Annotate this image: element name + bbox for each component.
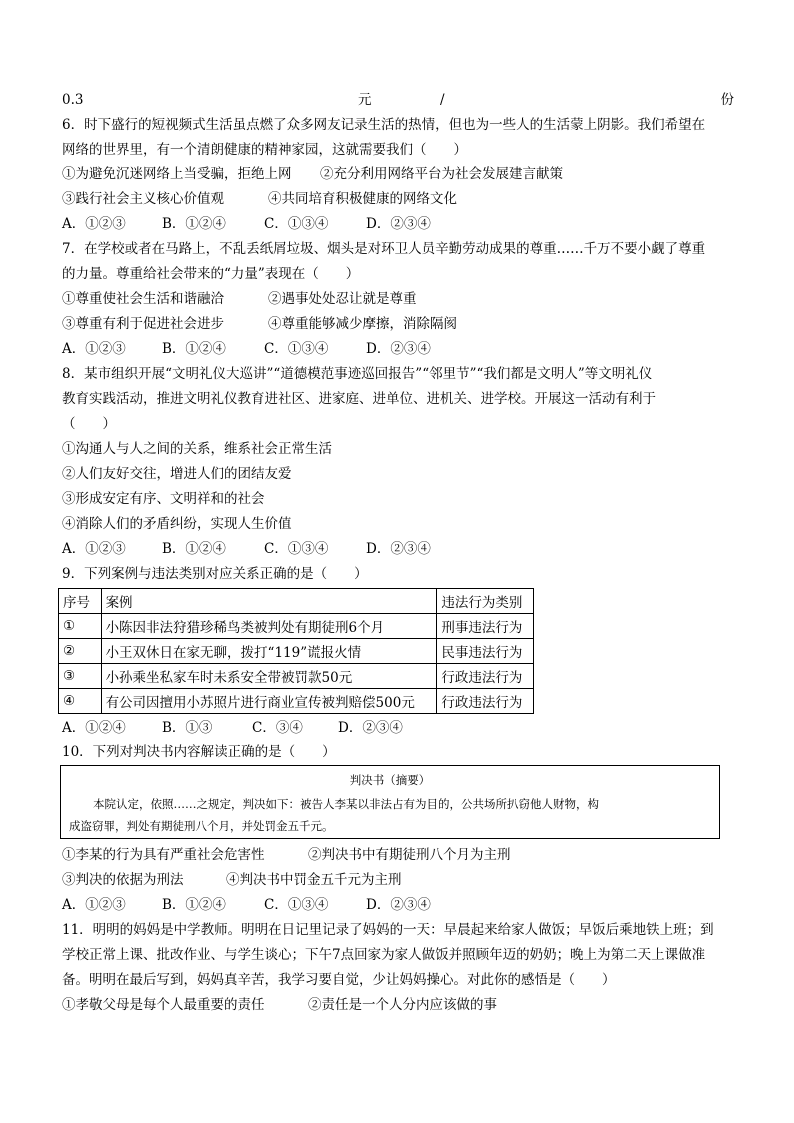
q8-statement-4: ④消除人们的矛盾纠纷，实现人生价值 bbox=[62, 516, 292, 532]
table-row bbox=[59, 689, 534, 714]
q6-option-d[interactable]: D．②③④ bbox=[366, 216, 431, 232]
q10-stem: 10．下列对判决书内容解读正确的是（ ） bbox=[62, 744, 336, 760]
judgment-box bbox=[60, 765, 720, 839]
q6-stem-line1: 6．时下盛行的短视频式生活虽点燃了众多网友记录生活的热情，但也为一些人的生活蒙上阴影。我们希望在 bbox=[62, 117, 706, 133]
header-fen: 份 bbox=[720, 92, 734, 108]
header-left: 0.3 bbox=[62, 92, 84, 108]
judgment-title: 判决书（摘要） bbox=[349, 773, 431, 787]
q11-statement-2: ②责任是一个人分内应该做的事 bbox=[308, 997, 497, 1013]
q6-stem-line2: 网络的世界里，有一个清朗健康的精神家园，这就需要我们（ ） bbox=[62, 142, 467, 158]
q8-option-b[interactable]: B．①②④ bbox=[162, 541, 226, 557]
q11-stem-line2: 学校正常上课、批改作业、与学生谈心；下午7点回家为家人做饭并照顾年迈的奶奶；晚上为第二天上课做准 bbox=[62, 947, 706, 963]
q6-statement-3: ③践行社会主义核心价值观 bbox=[62, 191, 224, 207]
table-cell-no: ② bbox=[59, 639, 102, 664]
table-row bbox=[59, 664, 534, 689]
q10-option-c[interactable]: C．①③④ bbox=[264, 897, 329, 913]
q8-option-c[interactable]: C．①③④ bbox=[264, 541, 329, 557]
q11-statement-1: ①孝敬父母是每个人最重要的责任 bbox=[62, 997, 265, 1013]
q7-option-b[interactable]: B．①②④ bbox=[162, 341, 226, 357]
q6-statement-2: ②充分利用网络平台为社会发展建言献策 bbox=[320, 166, 563, 182]
q6-statement-4: ④共同培育积极健康的网络文化 bbox=[268, 191, 457, 207]
table-header-case: 案例 bbox=[101, 589, 437, 614]
table-cell-no: ④ bbox=[59, 689, 102, 714]
table-cell-type: 行政违法行为 bbox=[437, 689, 534, 714]
q8-option-d[interactable]: D．②③④ bbox=[366, 541, 431, 557]
q8-stem-line2: 教育实践活动，推进文明礼仪教育进社区、进家庭、进单位、进机关、进学校。开展这一活动有利于 bbox=[62, 391, 656, 407]
q7-statement-3: ③尊重有利于促进社会进步 bbox=[62, 316, 224, 332]
table-cell-type: 刑事违法行为 bbox=[437, 614, 534, 639]
table-cell-case: 小王双休日在家无聊，拨打“119”谎报火情 bbox=[101, 639, 437, 664]
q9-option-d[interactable]: D．②③④ bbox=[338, 720, 403, 736]
q7-stem-line2: 的力量。尊重给社会带来的“力量”表现在（ ） bbox=[62, 266, 360, 282]
table-cell-no: ① bbox=[59, 614, 102, 639]
q6-statements-row1 bbox=[62, 164, 734, 184]
q11-stem-line1: 11．明明的妈妈是中学教师。明明在日记里记录了妈妈的一天：早晨起来给家人做饭；早饭后乘地铁上班；到 bbox=[62, 922, 714, 938]
q10-statements-row1 bbox=[62, 845, 734, 865]
table-row bbox=[59, 639, 534, 664]
q6-option-b[interactable]: B．①②④ bbox=[162, 216, 226, 232]
q6-statements-row2 bbox=[62, 189, 734, 209]
page-header bbox=[62, 90, 734, 110]
table-header-type: 违法行为类别 bbox=[437, 589, 534, 614]
judgment-line2: 成盗窃罪，判处有期徒刑八个月，并处罚金五千元。 bbox=[69, 819, 334, 833]
q10-statement-4: ④判决书中罚金五千元为主刑 bbox=[226, 872, 402, 888]
table-header-no: 序号 bbox=[59, 589, 102, 614]
q8-option-a[interactable]: A．①②③ bbox=[62, 541, 126, 557]
judgment-line1: 本院认定，依照……之规定，判决如下：被告人李某以非法占有为目的，公共场所扒窃他人财物，构 bbox=[93, 797, 599, 811]
q7-statement-4: ④尊重能够减少摩擦，消除隔阂 bbox=[268, 316, 457, 332]
q10-statements-row2 bbox=[62, 870, 734, 890]
q8-statement-2: ②人们友好交往，增进人们的团结友爱 bbox=[62, 466, 292, 482]
q10-option-a[interactable]: A．①②③ bbox=[62, 897, 126, 913]
q8-stem-line1: 8．某市组织开展“文明礼仪大巡讲”“道德模范事迹巡回报告”“邻里节”“我们都是文明人”等文明礼仪 bbox=[62, 366, 653, 382]
header-slash: / bbox=[440, 92, 445, 108]
table-cell-case: 有公司因擅用小苏照片进行商业宣传被判赔偿500元 bbox=[101, 689, 437, 714]
q9-case-table bbox=[58, 588, 534, 714]
q6-statement-1: ①为避免沉迷网络上当受骗，拒绝上网 bbox=[62, 166, 292, 182]
q11-stem-line3: 备。明明在最后写到，妈妈真辛苦，我学习要自觉，少让妈妈操心。对此你的感悟是（ ） bbox=[62, 972, 616, 988]
q9-option-b[interactable]: B．①③ bbox=[162, 720, 213, 736]
header-yuan: 元 bbox=[358, 92, 372, 108]
table-cell-type: 民事违法行为 bbox=[437, 639, 534, 664]
q8-stem-line3: （ ） bbox=[62, 416, 116, 432]
q7-option-d[interactable]: D．②③④ bbox=[366, 341, 431, 357]
table-cell-case: 小孙乘坐私家车时未系安全带被罚款50元 bbox=[101, 664, 437, 689]
table-cell-no: ③ bbox=[59, 664, 102, 689]
table-row bbox=[59, 614, 534, 639]
q6-option-a[interactable]: A．①②③ bbox=[62, 216, 126, 232]
q7-statement-1: ①尊重使社会生活和谐融洽 bbox=[62, 291, 224, 307]
q8-statement-3: ③形成安定有序、文明祥和的社会 bbox=[62, 491, 265, 507]
table-header-row bbox=[59, 589, 534, 614]
q10-option-d[interactable]: D．②③④ bbox=[366, 897, 431, 913]
q10-statement-2: ②判决书中有期徒刑八个月为主刑 bbox=[308, 847, 511, 863]
q10-statement-3: ③判决的依据为刑法 bbox=[62, 872, 184, 888]
table-cell-case: 小陈因非法狩猎珍稀鸟类被判处有期徒刑6个月 bbox=[101, 614, 437, 639]
q7-statements-row1 bbox=[62, 289, 734, 309]
q8-statement-1: ①沟通人与人之间的关系，维系社会正常生活 bbox=[62, 441, 332, 457]
q9-option-c[interactable]: C．③④ bbox=[252, 720, 303, 736]
q6-option-c[interactable]: C．①③④ bbox=[264, 216, 329, 232]
q11-statements-row1 bbox=[62, 995, 734, 1015]
q7-statements-row2 bbox=[62, 314, 734, 334]
q7-stem-line1: 7．在学校或者在马路上，不乱丢纸屑垃圾、烟头是对环卫人员辛勤劳动成果的尊重……千万不要小觑了尊重 bbox=[62, 241, 706, 257]
q10-statement-1: ①李某的行为具有严重社会危害性 bbox=[62, 847, 265, 863]
q7-statement-2: ②遇事处处忍让就是尊重 bbox=[268, 291, 417, 307]
q7-option-c[interactable]: C．①③④ bbox=[264, 341, 329, 357]
q10-option-b[interactable]: B．①②④ bbox=[162, 897, 226, 913]
q7-option-a[interactable]: A．①②③ bbox=[62, 341, 126, 357]
table-cell-type: 行政违法行为 bbox=[437, 664, 534, 689]
q9-stem: 9．下列案例与违法类别对应关系正确的是（ ） bbox=[62, 566, 368, 582]
q9-option-a[interactable]: A．①②④ bbox=[62, 720, 126, 736]
